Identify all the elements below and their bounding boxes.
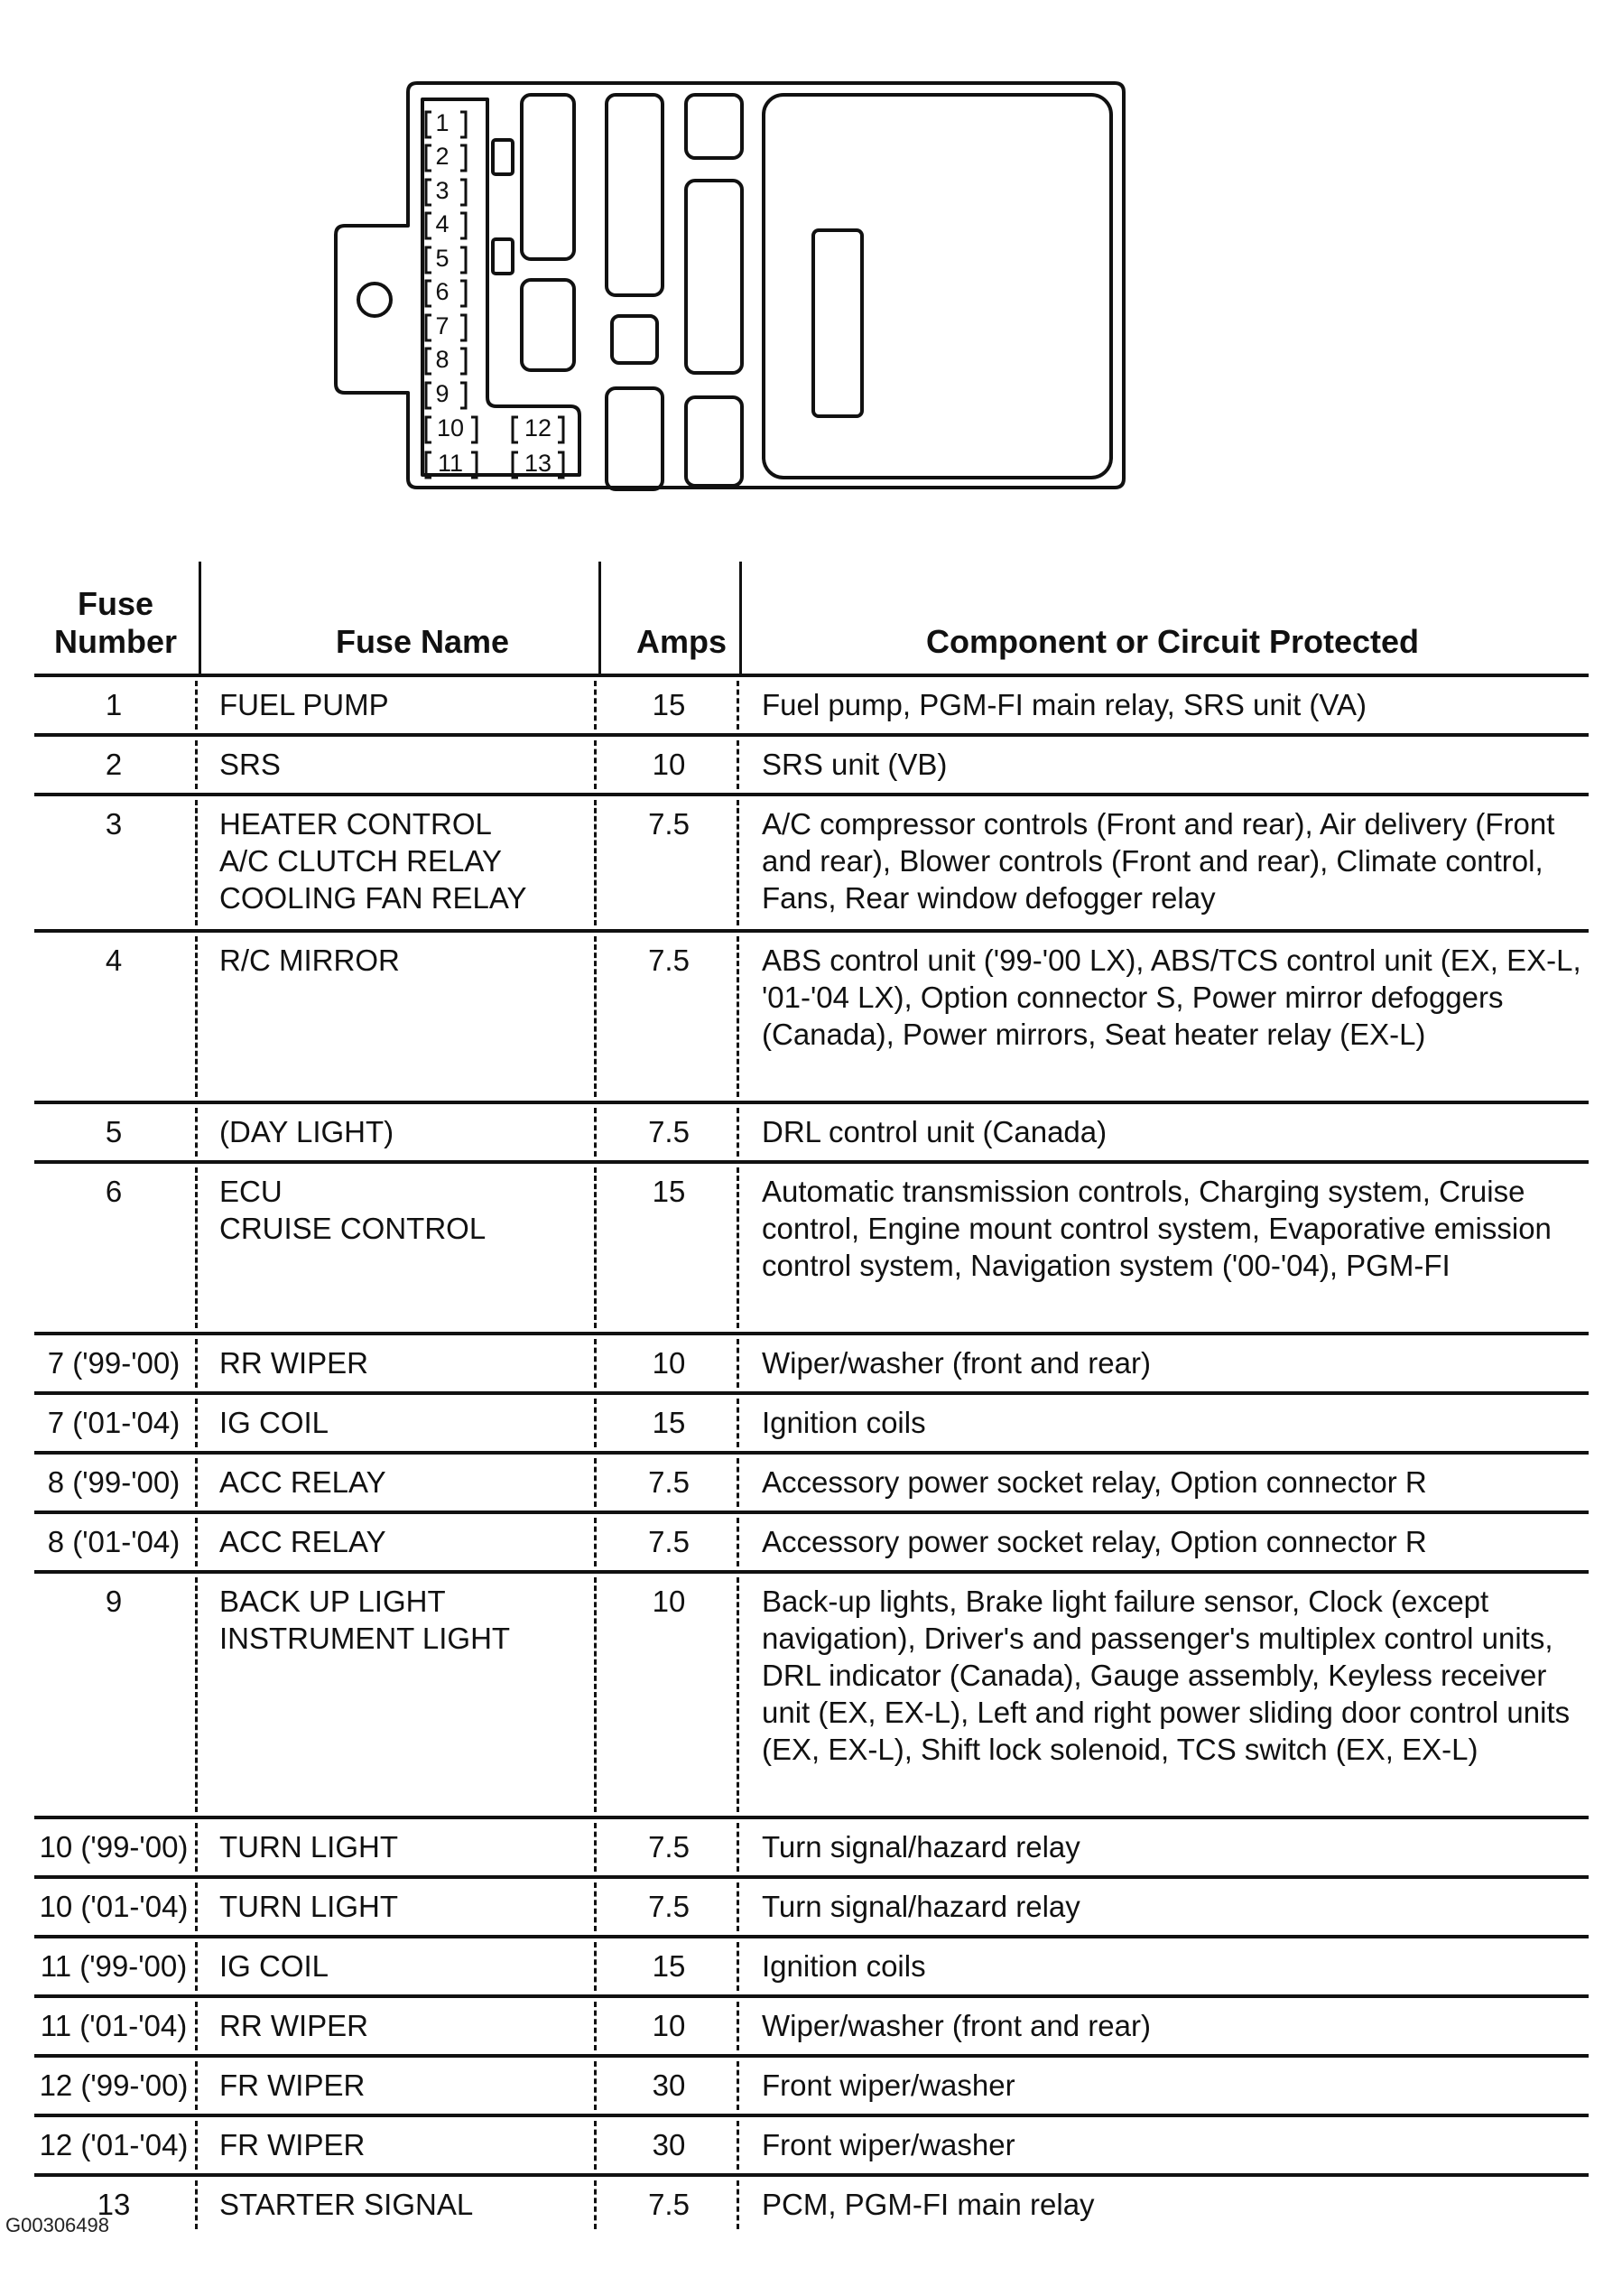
column-divider — [737, 2002, 739, 2050]
fuse-name-cell: ACC RELAY — [219, 1465, 386, 1499]
fuse-slot-6: 6 — [435, 278, 450, 305]
amps-cell: 10 — [652, 1585, 686, 1618]
column-divider — [594, 1942, 597, 1991]
tab-slot-5 — [493, 239, 513, 274]
amps-cell: 7.5 — [648, 2188, 690, 2221]
column-divider — [594, 1339, 597, 1388]
column-divider — [594, 1882, 597, 1931]
component-cell: DRL control unit (Canada) — [762, 1115, 1108, 1148]
component-cell: Ignition coils — [762, 1406, 926, 1439]
column-divider — [594, 740, 597, 789]
table-row — [34, 1391, 1589, 1451]
table-row — [34, 1935, 1589, 1994]
component-cell: Wiper/washer (front and rear) — [762, 2009, 1151, 2042]
column-divider — [195, 1167, 198, 1328]
fuse-number-cell: 12 ('01-'04) — [39, 2128, 189, 2161]
fuse-slot-3: 3 — [435, 177, 450, 204]
column-divider — [594, 1577, 597, 1812]
component-cell: Fuel pump, PGM-FI main relay, SRS unit (VA) — [762, 688, 1367, 721]
table-row — [34, 1160, 1589, 1332]
fuse-number-cell: 4 — [105, 943, 123, 977]
fuse-number-cell: 6 — [105, 1175, 123, 1208]
column-divider — [594, 2121, 597, 2170]
table-row — [34, 793, 1589, 929]
column-divider — [195, 2002, 198, 2050]
column-divider — [594, 1823, 597, 1872]
fuse-name-cell: TURN LIGHT — [219, 1890, 398, 1923]
column-divider — [737, 2180, 739, 2229]
main-cover — [764, 95, 1111, 478]
fuse-name-cell: FR WIPER — [219, 2068, 366, 2102]
table-row — [34, 1875, 1589, 1935]
column-divider — [737, 1577, 739, 1812]
column-divider — [195, 2061, 198, 2110]
column-divider — [737, 2121, 739, 2170]
amps-cell: 7.5 — [648, 1890, 690, 1923]
column-divider — [737, 1518, 739, 1566]
fuse-name-cell: BACK UP LIGHT INSTRUMENT LIGHT — [219, 1585, 511, 1655]
column-divider — [594, 2061, 597, 2110]
column-divider — [195, 681, 198, 730]
fuse-number-cell: 7 ('01-'04) — [47, 1406, 181, 1439]
cover-window — [813, 230, 862, 416]
fuse-slot-9: 9 — [435, 380, 450, 407]
column-divider — [195, 1942, 198, 1991]
column-divider — [594, 800, 597, 925]
column-divider — [195, 1823, 198, 1872]
mounting-hole — [358, 284, 391, 316]
amps-cell: 10 — [652, 748, 686, 781]
column-divider — [195, 1577, 198, 1812]
column-divider — [195, 1458, 198, 1507]
table-body — [34, 674, 1589, 2233]
column-divider — [737, 1942, 739, 1991]
fuse-number-cell: 13 — [97, 2188, 131, 2221]
column-divider — [195, 1339, 198, 1388]
table-row — [34, 1511, 1589, 1570]
amps-cell: 15 — [652, 1949, 686, 1983]
component-cell: Automatic transmission controls, Charging system, Cruise control, Engine mount control system, Evaporative emission control system, Navigation system ('00-'04), PGM-FI — [762, 1175, 1552, 1282]
column-divider — [737, 1339, 739, 1388]
column-divider — [195, 2180, 198, 2229]
table-row — [34, 1994, 1589, 2054]
fuse-box-diagram — [325, 54, 1137, 533]
column-divider — [737, 1458, 739, 1507]
column-divider — [737, 740, 739, 789]
amps-cell: 15 — [652, 1175, 686, 1208]
column-divider — [594, 681, 597, 730]
table-row — [34, 1332, 1589, 1391]
table-header — [34, 562, 1589, 674]
column-divider — [594, 2180, 597, 2229]
amps-cell: 10 — [652, 1346, 686, 1380]
table-row — [34, 2114, 1589, 2173]
column-divider — [195, 800, 198, 925]
column-divider — [195, 740, 198, 789]
fuse-slot-8: 8 — [435, 346, 450, 373]
component-cell: Back-up lights, Brake light failure sensor, Clock (except navigation), Driver's and passenger's multiplex control units, DRL indicator (Canada), Gauge assembly, Keyless receiver unit (EX, EX-L), Left and right power sliding door control units (EX, EX-L), Shift lock solenoid, TCS switch (EX, EX-L) — [762, 1585, 1571, 1766]
table-row — [34, 733, 1589, 793]
column-divider — [594, 1458, 597, 1507]
amps-cell: 7.5 — [648, 1465, 690, 1499]
table-row — [34, 2173, 1589, 2233]
header-fuse-number-line1: Fuse — [77, 585, 154, 622]
component-cell: Accessory power socket relay, Option connector R — [762, 1525, 1427, 1558]
amps-cell: 7.5 — [648, 1525, 690, 1558]
component-cell: Turn signal/hazard relay — [762, 1830, 1080, 1864]
table-row — [34, 929, 1589, 1101]
header-fuse-name: Fuse Name — [335, 623, 510, 660]
component-cell: A/C compressor controls (Front and rear), Air delivery (Front and rear), Blower controls (Front and rear), Climate control, Fans, Rear window defogger relay — [762, 807, 1555, 915]
relay-2 — [522, 280, 574, 370]
column-divider — [594, 1518, 597, 1566]
component-cell: Ignition coils — [762, 1949, 926, 1983]
amps-cell: 7.5 — [648, 1830, 690, 1864]
fuse-name-cell: TURN LIGHT — [219, 1830, 398, 1864]
figure-code: G00306498 — [5, 2214, 109, 2236]
fuse-name-cell: ECU CRUISE CONTROL — [219, 1175, 487, 1245]
component-cell: Turn signal/hazard relay — [762, 1890, 1080, 1923]
column-divider — [594, 1108, 597, 1157]
amps-cell: 15 — [652, 1406, 686, 1439]
fuse-number-cell: 5 — [105, 1115, 123, 1148]
fuse-number-cell: 3 — [105, 807, 123, 841]
column-divider — [737, 936, 739, 1097]
column-divider — [737, 1823, 739, 1872]
column-divider — [737, 681, 739, 730]
fuse-slot-2: 2 — [435, 143, 450, 170]
header-fuse-number-line2: Number — [53, 623, 178, 660]
table-row — [34, 1570, 1589, 1816]
fuse-number-cell: 7 ('99-'00) — [47, 1346, 181, 1380]
header-divider — [199, 562, 201, 674]
fuse-name-cell: ACC RELAY — [219, 1525, 386, 1558]
column-divider — [737, 1399, 739, 1447]
column-divider — [195, 1882, 198, 1931]
table-row — [34, 2054, 1589, 2114]
table-row — [34, 1451, 1589, 1511]
fuse-name-cell: (DAY LIGHT) — [219, 1115, 394, 1148]
relay-3 — [607, 95, 663, 295]
fuse-number-cell: 2 — [105, 748, 123, 781]
fuse-name-cell: SRS — [219, 748, 281, 781]
fuse-name-cell: STARTER SIGNAL — [219, 2188, 474, 2221]
header-divider — [739, 562, 742, 674]
relay-7 — [686, 181, 742, 373]
component-cell: Front wiper/washer — [762, 2128, 1015, 2161]
column-divider — [594, 1167, 597, 1328]
column-divider — [195, 936, 198, 1097]
relay-8 — [686, 397, 742, 486]
fuse-slot-13: 13 — [524, 450, 552, 477]
column-divider — [737, 1882, 739, 1931]
fuse-number-cell: 9 — [105, 1585, 123, 1618]
amps-cell: 7.5 — [648, 1115, 690, 1148]
fuse-slot-11: 11 — [437, 450, 464, 477]
fuse-slot-4: 4 — [435, 210, 450, 237]
column-divider — [195, 1518, 198, 1566]
column-divider — [737, 1108, 739, 1157]
component-cell: PCM, PGM-FI main relay — [762, 2188, 1095, 2221]
fuse-name-cell: R/C MIRROR — [219, 943, 400, 977]
table-row — [34, 1101, 1589, 1160]
component-cell: ABS control unit ('99-'00 LX), ABS/TCS control unit (EX, EX-L, '01-'04 LX), Option connector S, Power mirror defoggers (Canada), Power mirrors, Seat heater relay (EX-L) — [762, 943, 1581, 1051]
component-cell: Wiper/washer (front and rear) — [762, 1346, 1151, 1380]
fuse-slot-5: 5 — [435, 245, 450, 272]
tab-slot-2 — [493, 140, 513, 174]
fuse-name-cell: RR WIPER — [219, 1346, 368, 1380]
fuse-number-cell: 10 ('99-'00) — [39, 1830, 189, 1864]
fuse-slot-10: 10 — [436, 414, 465, 442]
fuse-number-cell: 8 ('01-'04) — [47, 1525, 181, 1558]
header-amps: Amps — [635, 623, 728, 660]
component-cell: Front wiper/washer — [762, 2068, 1015, 2102]
column-divider — [594, 936, 597, 1097]
header-fuse-number — [34, 585, 197, 661]
fuse-number-cell: 11 ('99-'00) — [40, 1949, 188, 1983]
column-divider — [195, 1108, 198, 1157]
fuse-name-cell: HEATER CONTROL A/C CLUTCH RELAY COOLING FAN RELAY — [219, 807, 527, 915]
fuse-table — [34, 562, 1589, 2233]
header-divider — [598, 562, 601, 674]
amps-cell: 10 — [652, 2009, 686, 2042]
fuse-box-drawing — [325, 54, 1137, 533]
relay-1 — [522, 95, 574, 259]
column-divider — [594, 1399, 597, 1447]
fuse-name-cell: FUEL PUMP — [219, 688, 389, 721]
relay-6 — [686, 95, 742, 158]
column-divider — [737, 800, 739, 925]
fuse-name-cell: FR WIPER — [219, 2128, 366, 2161]
table-row — [34, 674, 1589, 733]
fuse-number-cell: 10 ('01-'04) — [39, 1890, 189, 1923]
table-row — [34, 1816, 1589, 1875]
fuse-number-cell: 12 ('99-'00) — [39, 2068, 189, 2102]
amps-cell: 30 — [652, 2128, 686, 2161]
fuse-number-cell: 11 ('01-'04) — [40, 2009, 188, 2042]
amps-cell: 15 — [652, 688, 686, 721]
amps-cell: 30 — [652, 2068, 686, 2102]
component-cell: SRS unit (VB) — [762, 748, 948, 781]
fuse-name-cell: IG COIL — [219, 1949, 329, 1983]
fuse-slot-1: 1 — [435, 109, 450, 136]
fuse-slot-12: 12 — [524, 414, 552, 442]
fuse-slot-7: 7 — [435, 312, 450, 339]
column-divider — [594, 2002, 597, 2050]
column-divider — [195, 2121, 198, 2170]
relay-5 — [607, 388, 663, 489]
fuse-name-cell: RR WIPER — [219, 2009, 368, 2042]
fuse-name-cell: IG COIL — [219, 1406, 329, 1439]
column-divider — [737, 1167, 739, 1328]
fuse-number-cell: 8 ('99-'00) — [47, 1465, 181, 1499]
component-cell: Accessory power socket relay, Option connector R — [762, 1465, 1427, 1499]
column-divider — [195, 1399, 198, 1447]
header-component: Component or Circuit Protected — [925, 623, 1420, 660]
amps-cell: 7.5 — [648, 807, 690, 841]
relay-4 — [612, 316, 657, 363]
column-divider — [737, 2061, 739, 2110]
amps-cell: 7.5 — [648, 943, 690, 977]
fuse-number-cell: 1 — [105, 688, 123, 721]
